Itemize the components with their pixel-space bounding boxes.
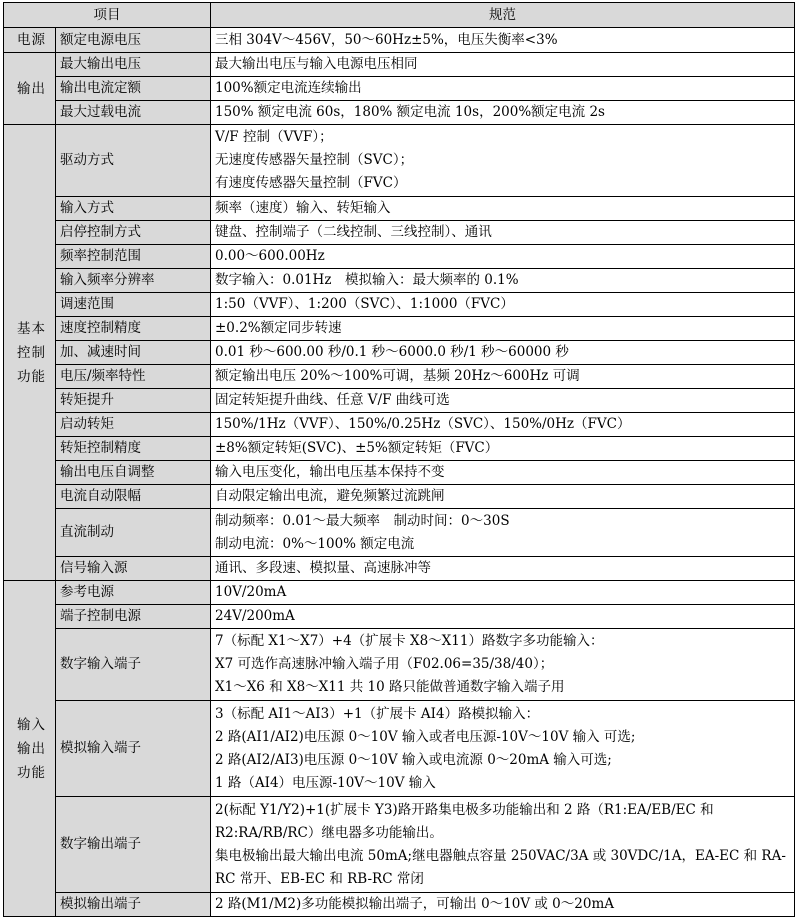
table-row: [4, 77, 795, 101]
category-cell: [4, 581, 56, 917]
spec-line: 固定转矩提升曲线、任意 V/F 曲线可选: [215, 392, 450, 408]
spec-line: X7 可选作高速脉冲输入端子用（F02.06=35/38/40）；: [215, 656, 554, 672]
spec-line: ±8%额定转矩(SVC)、±5%额定转矩（FVC）: [215, 440, 499, 456]
item-cell: 启停控制方式: [56, 221, 211, 245]
table-row: [4, 28, 795, 53]
item-cell: 最大输出电压: [56, 53, 211, 77]
spec-cell: [211, 557, 795, 581]
spec-line: 0.00～600.00Hz: [215, 248, 325, 264]
spec-line: 有速度传感器矢量控制（FVC）: [215, 175, 407, 191]
spec-line: 100%额定电流连续输出: [215, 80, 362, 96]
item-cell: 启动转矩: [56, 413, 211, 437]
spec-line: 2 路(AI2/AI3)电压源 0～10V 输入或电流源 0～20mA 输入可选;: [215, 751, 612, 768]
table-row: [4, 125, 795, 197]
category-label: 控制: [17, 344, 46, 361]
table-row: [4, 221, 795, 245]
spec-line: 1:50（VVF）、1:200（SVC）、1:1000（FVC）: [215, 296, 514, 312]
item-cell: 直流制动: [56, 509, 211, 557]
category-label: 输入: [17, 716, 46, 733]
spec-line: 24V/200mA: [215, 608, 295, 624]
spec-cell: [211, 269, 795, 293]
item-cell: 数字输入端子: [56, 629, 211, 701]
item-cell: 电压/频率特性: [56, 365, 211, 389]
spec-line: 数字输入：0.01Hz 模拟输入：最大频率的 0.1%: [215, 272, 519, 288]
category-label: 电源: [17, 32, 46, 48]
spec-line: ±0.2%额定同步转速: [215, 320, 342, 336]
spec-cell: [211, 53, 795, 77]
category-label: 功能: [17, 368, 46, 385]
item-cell: 端子控制电源: [56, 605, 211, 629]
item-cell: 频率控制范围: [56, 245, 211, 269]
table-row: [4, 413, 795, 437]
spec-line: 制动电流：0%～100% 额定电流: [215, 535, 415, 552]
category-label: 功能: [17, 764, 46, 781]
item-cell: 转矩控制精度: [56, 437, 211, 461]
table-row: [4, 629, 795, 701]
spec-cell: [211, 221, 795, 245]
table-row: [4, 101, 795, 125]
table-header-row: [4, 3, 795, 28]
table-row: [4, 797, 795, 893]
category-label: 输出: [17, 740, 46, 757]
table-row: [4, 269, 795, 293]
spec-cell: [211, 125, 795, 197]
item-cell: 输入频率分辨率: [56, 269, 211, 293]
item-cell: 输入方式: [56, 197, 211, 221]
table-row: [4, 293, 795, 317]
category-cell: [4, 125, 56, 581]
table-row: [4, 509, 795, 557]
table-row: [4, 437, 795, 461]
item-cell: 输出电流定额: [56, 77, 211, 101]
spec-table: [3, 2, 795, 917]
spec-line: 频率（速度）输入、转矩输入: [215, 200, 391, 216]
item-cell: 电流自动限幅: [56, 485, 211, 509]
item-cell: 调速范围: [56, 293, 211, 317]
spec-line: 无速度传感器矢量控制（SVC）；: [215, 152, 414, 168]
spec-cell: [211, 581, 795, 605]
spec-cell: [211, 293, 795, 317]
table-row: [4, 893, 795, 917]
spec-cell: [211, 893, 795, 917]
table-row: [4, 197, 795, 221]
item-cell: 最大过载电流: [56, 101, 211, 125]
item-cell: 加、减速时间: [56, 341, 211, 365]
spec-line: 额定输出电压 20%～100%可调，基频 20Hz～600Hz 可调: [215, 368, 580, 384]
spec-line: 7（标配 X1～X7）+4（扩展卡 X8～X11）路数字多功能输入：: [215, 633, 604, 649]
item-cell: 信号输入源: [56, 557, 211, 581]
spec-line: 2 路(M1/M2)多功能模拟输出端子，可输出 0～10V 或 0～20mA: [215, 896, 614, 912]
category-label: 基本: [17, 320, 46, 337]
spec-line: 0.01 秒～600.00 秒/0.1 秒～6000.0 秒/1 秒～60000 秒: [215, 344, 569, 360]
table-row: [4, 53, 795, 77]
spec-cell: [211, 365, 795, 389]
spec-line: 自动限定输出电流，避免频繁过流跳闸: [215, 488, 445, 504]
spec-cell: [211, 629, 795, 701]
table-row: [4, 485, 795, 509]
spec-cell: [211, 317, 795, 341]
spec-cell: [211, 509, 795, 557]
category-cell: [4, 53, 56, 125]
item-cell: 速度控制精度: [56, 317, 211, 341]
spec-line: 3（标配 AI1～AI3）+1（扩展卡 AI4）路模拟输入：: [215, 705, 540, 722]
spec-line: 通讯、多段速、模拟量、高速脉冲等: [215, 560, 431, 576]
item-cell: 模拟输出端子: [56, 893, 211, 917]
header-spec: 规范: [211, 3, 795, 28]
spec-line: 10V/20mA: [215, 584, 287, 600]
table-row: [4, 461, 795, 485]
item-cell: 输出电压自调整: [56, 461, 211, 485]
table-row: [4, 317, 795, 341]
spec-cell: [211, 437, 795, 461]
spec-line: 2(标配 Y1/Y2)+1(扩展卡 Y3)路开路集电极多功能输出和 2 路（R1:EA/EB/EC 和 R2:RA/RB/RC）继电器多功能输出。: [215, 801, 714, 841]
spec-cell: [211, 413, 795, 437]
spec-cell: [211, 28, 795, 53]
spec-line: 三相 304V～456V，50～60Hz±5%，电压失衡率<3%: [215, 31, 558, 48]
item-cell: 额定电源电压: [56, 28, 211, 53]
header-item: 项目: [4, 3, 211, 28]
table-row: [4, 389, 795, 413]
spec-cell: [211, 101, 795, 125]
spec-cell: [211, 197, 795, 221]
spec-line: 2 路(AI1/AI2)电压源 0～10V 输入或者电压源-10V～10V 输入 可选;: [215, 728, 636, 745]
spec-cell: [211, 245, 795, 269]
spec-cell: [211, 797, 795, 893]
spec-cell: [211, 77, 795, 101]
spec-line: V/F 控制（VVF）；: [215, 129, 333, 145]
item-cell: 数字输出端子: [56, 797, 211, 893]
table-row: [4, 581, 795, 605]
spec-line: 键盘、控制端子（二线控制、三线控制）、通讯: [215, 224, 492, 240]
item-cell: 转矩提升: [56, 389, 211, 413]
table-row: [4, 365, 795, 389]
spec-line: 制动频率：0.01～最大频率 制动时间：0～30S: [215, 512, 510, 529]
table-row: [4, 605, 795, 629]
spec-cell: [211, 461, 795, 485]
spec-cell: [211, 701, 795, 797]
spec-line: 150%/1Hz（VVF）、150%/0.25Hz（SVC）、150%/0Hz（FVC）: [215, 416, 631, 432]
spec-line: 最大输出电压与输入电源电压相同: [215, 56, 418, 72]
item-cell: 参考电源: [56, 581, 211, 605]
spec-cell: [211, 485, 795, 509]
spec-cell: [211, 605, 795, 629]
table-row: [4, 557, 795, 581]
table-row: [4, 245, 795, 269]
spec-line: 1 路（AI4）电压源-10V～10V 输入: [215, 774, 436, 791]
item-cell: 驱动方式: [56, 125, 211, 197]
table-row: [4, 701, 795, 797]
spec-cell: [211, 389, 795, 413]
category-label: 输出: [17, 80, 46, 97]
spec-line: 集电极输出最大输出电流 50mA;继电器触点容量 250VAC/3A 或 30VDC/1A，EA-EC 和 RA-RC 常开、EB-EC 和 RB-RC 常闭: [215, 847, 786, 887]
item-cell: 模拟输入端子: [56, 701, 211, 797]
spec-line: X1～X6 和 X8～X11 共 10 路只能做普通数字输入端子用: [215, 679, 565, 695]
spec-line: 输入电压变化，输出电压基本保持不变: [215, 464, 445, 480]
category-cell: [4, 28, 56, 53]
table-row: [4, 341, 795, 365]
spec-line: 150% 额定电流 60s，180% 额定电流 10s，200%额定电流 2s: [215, 104, 605, 120]
spec-cell: [211, 341, 795, 365]
